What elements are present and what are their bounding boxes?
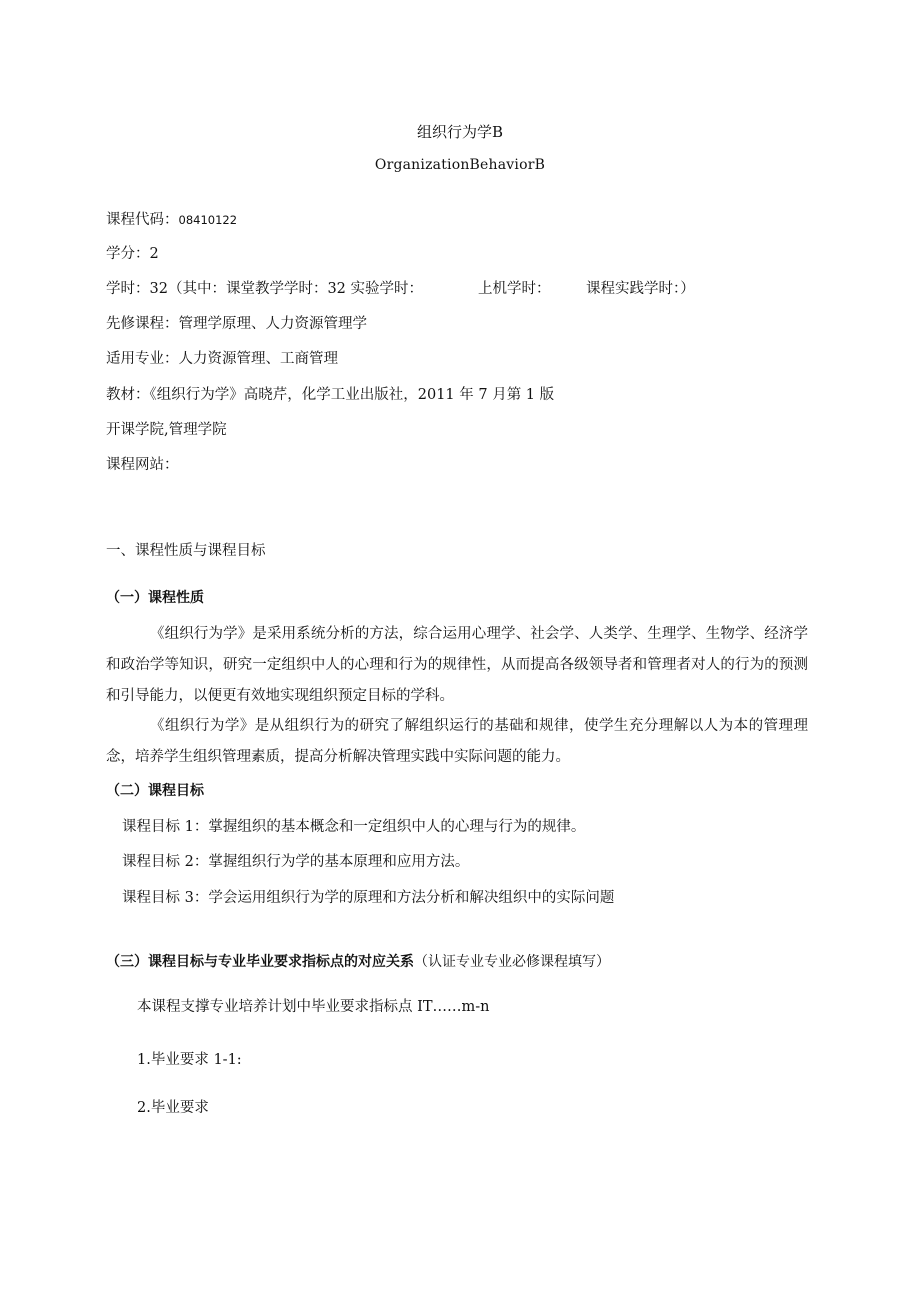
document-subtitle: OrganizationBehaviorB [374, 157, 546, 173]
nature-paragraph-1: 《组织行为学》是采用系统分析的方法，综合运用心理学、社会学、人类学、生理学、生物学、经济学和政治学等知识，研究一定组织中人的心理和行为的规律性，从而提高各级领导者和管理者对人的行为的预测和引导能力，以便更有效地实现组织预定目标的学科。 [106, 626, 808, 704]
mapping-heading-text: （三）课程目标与专业毕业要求指标点的对应关系 [106, 954, 414, 970]
graduation-requirement-1: 1.毕业要求 1-1: [137, 1052, 242, 1068]
course-credit: 学分：2 [106, 246, 159, 262]
nature-paragraph-2: 《组织行为学》是从组织行为的研究了解组织运行的基础和规律，使学生充分理解以人为本的管理理念，培养学生组织管理素质，提高分析解决管理实践中实际问题的能力。 [106, 718, 808, 765]
course-website: 课程网站： [106, 457, 179, 473]
course-code-label: 课程代码： [106, 212, 179, 228]
graduation-requirement-2: 2.毕业要求 [137, 1100, 209, 1116]
objective-item: 课程目标 3：学会运用组织行为学的原理和方法分析和解决组织中的实际问题 [122, 890, 615, 906]
objective-item: 课程目标 2：掌握组织行为学的基本原理和应用方法。 [122, 854, 470, 870]
textbook: 教材：《组织行为学》高晓芹，化学工业出版社，2011 年 7 月第 1 版 [106, 387, 555, 403]
applicable-majors: 适用专业：人力资源管理、工商管理 [106, 351, 338, 367]
section-title: 一、课程性质与课程目标 [106, 543, 266, 559]
course-code [106, 208, 237, 229]
document-title: 组织行为学B [416, 123, 504, 141]
hours-main: 学时：32（其中：课堂教学学时：32 实验学时： [106, 281, 424, 297]
nature-heading: （一）课程性质 [106, 590, 204, 606]
hours-lab: 上机学时： [478, 281, 551, 297]
college: 开课学院,管理学院 [106, 422, 227, 438]
mapping-note: （认证专业专业必修课程填写） [414, 954, 610, 970]
course-hours [106, 277, 695, 298]
mapping-heading [106, 951, 610, 971]
mapping-intro: 本课程支撑专业培养计划中毕业要求指标点 IT……m-n [137, 999, 490, 1015]
objectives-heading: （二）课程目标 [106, 783, 204, 799]
prerequisites: 先修课程：管理学原理、人力资源管理学 [106, 316, 367, 332]
course-code-value: 08410122 [178, 213, 238, 227]
hours-practice: 课程实践学时：） [586, 281, 695, 297]
objective-item: 课程目标 1：掌握组织的基本概念和一定组织中人的心理与行为的规律。 [122, 819, 586, 835]
